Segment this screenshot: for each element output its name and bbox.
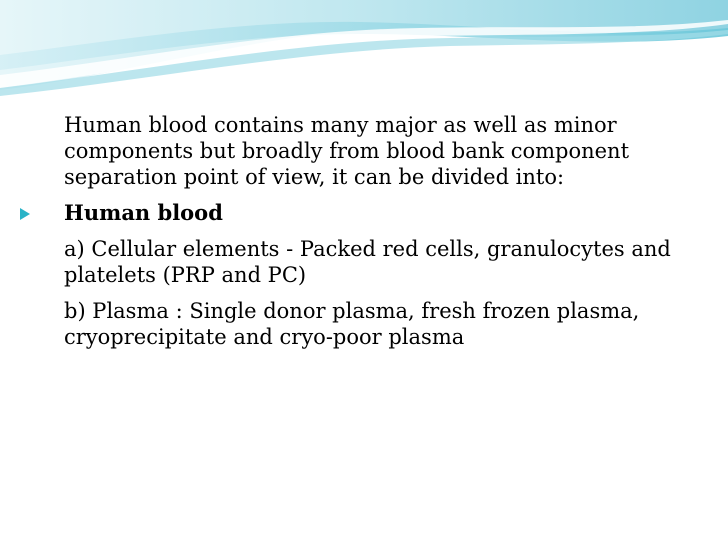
- slide-body: [0, 112, 728, 360]
- wave-header-decoration: [0, 0, 728, 100]
- intro-paragraph: Human blood contains many major as well as minor components but broadly from blood bank component separation point of view, it can be divided into:: [64, 113, 630, 189]
- heading-text: Human blood: [64, 200, 223, 225]
- item-b-paragraph: b) Plasma : Single donor plasma, fresh frozen plasma, cryoprecipitate and cryo-poor plasma: [64, 299, 640, 349]
- item-a-paragraph: a) Cellular elements - Packed red cells, granulocytes and platelets (PRP and PC): [64, 237, 671, 287]
- bullet-arrow-icon: [20, 208, 30, 220]
- bullet-heading-human-blood: [64, 200, 688, 226]
